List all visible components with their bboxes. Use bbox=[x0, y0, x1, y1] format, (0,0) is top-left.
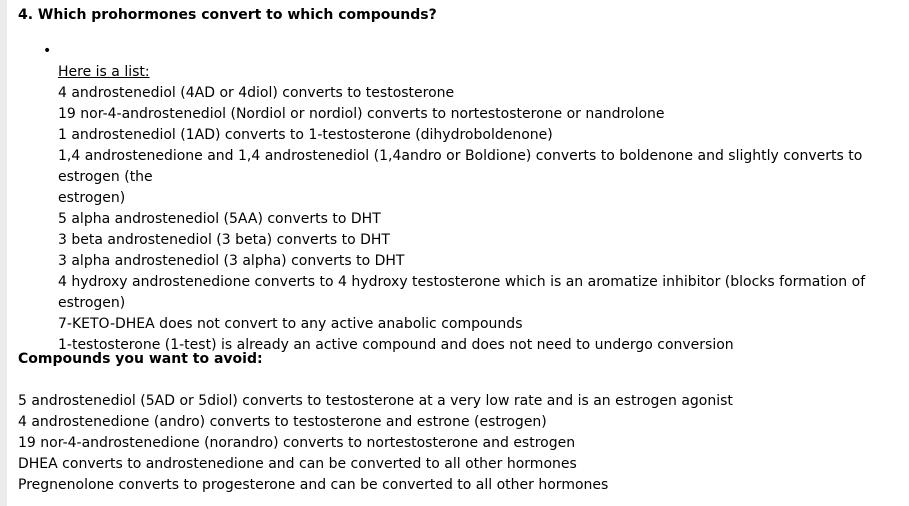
list-item: 3 alpha androstenediol (3 alpha) converts to DHT bbox=[58, 253, 405, 269]
avoid-item: 19 nor-4-androstenedione (norandro) converts to nortestosterone and estrogen bbox=[18, 435, 576, 451]
list-item: 5 alpha androstenediol (5AA) converts to DHT bbox=[58, 211, 381, 227]
left-margin-bar bbox=[0, 0, 7, 506]
list-item: 7-KETO-DHEA does not convert to any active anabolic compounds bbox=[58, 316, 523, 332]
list-item: estrogen) bbox=[58, 190, 126, 206]
list-item: 1,4 androstenedione and 1,4 androstenediol (1,4andro or Boldione) converts to boldenone and slightly converts to estrogen (the bbox=[58, 148, 863, 185]
avoid-item: 5 androstenediol (5AD or 5diol) converts to testosterone at a very low rate and is an estrogen agonist bbox=[18, 393, 733, 409]
avoid-item: DHEA converts to androstenedione and can be converted to all other hormones bbox=[18, 456, 577, 472]
list-item: 1 androstenediol (1AD) converts to 1-testosterone (dihydroboldenone) bbox=[58, 127, 553, 143]
section-heading: 4. Which prohormones convert to which compounds? bbox=[18, 7, 437, 23]
conversion-list bbox=[58, 62, 909, 356]
avoid-list bbox=[18, 391, 909, 496]
list-item: 1-testosterone (1-test) is already an active compound and does not need to undergo conversion bbox=[58, 337, 734, 353]
avoid-item: Pregnenolone converts to progesterone and can be converted to all other hormones bbox=[18, 477, 609, 493]
list-intro: Here is a list: bbox=[58, 64, 150, 80]
list-item: 3 beta androstenediol (3 beta) converts to DHT bbox=[58, 232, 390, 248]
list-item: 4 androstenediol (4AD or 4diol) converts to testosterone bbox=[58, 85, 455, 101]
avoid-item: 4 androstenedione (andro) converts to testosterone and estrone (estrogen) bbox=[18, 414, 547, 430]
list-item: 4 hydroxy androstenedione converts to 4 hydroxy testosterone which is an aromatize inhibitor (blocks formation of estrogen) bbox=[58, 274, 866, 311]
list-bullet: • bbox=[43, 43, 52, 59]
avoid-heading: Compounds you want to avoid: bbox=[18, 351, 263, 367]
list-item: 19 nor-4-androstenediol (Nordiol or nordiol) converts to nortestosterone or nandrolone bbox=[58, 106, 665, 122]
